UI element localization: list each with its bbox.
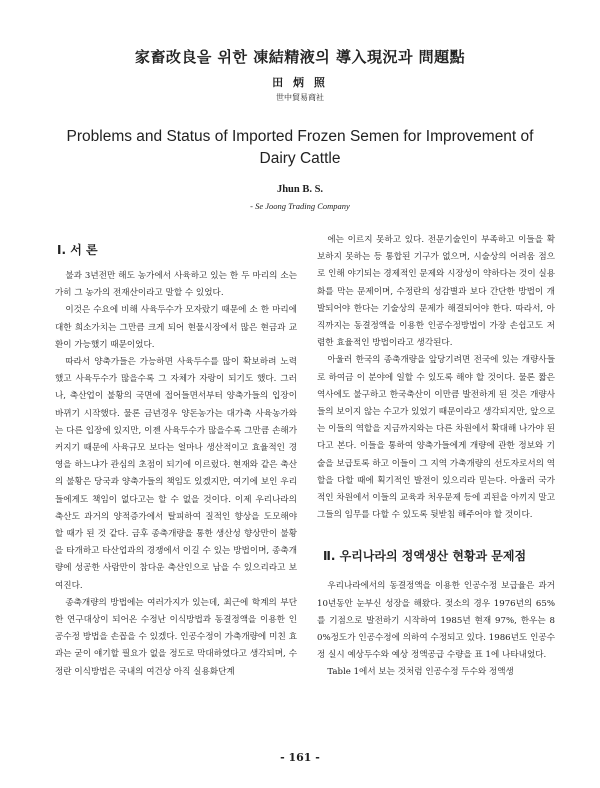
body-paragraph: Table 1에서 보는 것처럼 인공수정 두수와 정액생 xyxy=(327,667,514,678)
body-paragraph: 불과 3년전만 해도 농가에서 사육하고 있는 한 두 마리의 소는 가히 그 농가의 전재산이라고 말할 수 있었다. xyxy=(55,271,297,299)
page-number: - 161 - xyxy=(280,751,320,764)
left-column xyxy=(55,232,297,681)
body-paragraph: 에는 이르지 못하고 있다. 전문기술인이 부족하고 이들을 확보하지 못하는 등 통합된 기구가 없으며, 시술상의 어려움 점으로 인해 야기되는 경제적인 문제와 시장성이 약하다는 것이 실용화를 막는 문제이며, 수정란의 성감별과 보다 간단한 방법이 개발되어야 한다는 기술상의 문제가 해결되어야 한다. 따라서, 아직까지는 동결정액을 이용한 인공수정방법이 가장 손쉽고도 저렴한 효율적인 방법이라고 생각된다. xyxy=(317,235,555,349)
author-english: Jhun B. S. xyxy=(276,184,324,195)
right-column xyxy=(317,232,555,682)
body-paragraph: 이것은 수요에 비해 사육두수가 모자랐기 때문에 소 한 마리에 대한 희소가치는 그만큼 크게 되어 현물시장에서 많은 현금과 교환이 가능했기 때문이었다. xyxy=(55,305,297,350)
affiliation-english: - Se Joong Trading Company xyxy=(250,201,350,211)
section-heading-semen-production: Ⅱ. 우리나라의 정액생산 현황과 문제점 xyxy=(323,549,527,564)
body-paragraph: 따라서 양축가들은 가능하면 사육두수를 많이 확보하려 노력했고 사육두수가 많을수록 그 자체가 자랑이 되기도 했다. 그러나, 축산업이 불황의 국면에 접어들면서부터 양축가들의 입장이 바뀌기 시작했다. 물론 금년경우 양돈농가는 대가축 사육농가와는 다른 입장에 있지만, 이젠 사육두수가 많을수록 그만큼 손해가 커지기 때문에 사육규모 보다는 얼마나 생산적이고 효율적인 경영을 하느냐가 관심의 초점이 되기에 이르렀다. 현재와 같은 축산의 불황은 당국과 양축가들의 책임도 있겠지만, 여기에 보인 우리들에게도 책임이 없다고는 할 수 없을 것이다. 이제 우리나라의 축산도 과거의 양적증가에서 탈피하여 질적인 향상을 도모해야 할 때가 된 것 같다. 금후 종축개량을 통한 생산성 향상만이 불황을 타개하고 타산업과의 경쟁에서 이길 수 있는 방법이며, 종축개량에 성공한 사람만이 참다운 축산인으로 남을 수 있으리라고 보여진다. xyxy=(55,357,297,591)
section-heading-introduction: Ⅰ. 서 론 xyxy=(57,243,98,257)
paper-title-english: Problems and Status of Imported Frozen Semen for Improvement of Dairy Cattle xyxy=(66,128,534,167)
body-paragraph: 아울러 한국의 종축개량을 앞당기려면 전국에 있는 개량사들로 하여금 이 분야에 일할 수 있도록 해야 할 것이다. 물론 짧은 역사에도 불구하고 한국축산이 이만큼 발전하게 된 것은 개량사들의 보이지 않는 수고가 있었기 때문이라고 생각되지만, 앞으로는 이들의 역할을 지금까지와는 다른 차원에서 확대해 나가야 된다고 본다. 이들을 통하여 양축가들에게 개량에 관한 정보와 기술을 보급토록 하고 이들이 그 지역 가축개량의 선도자로서의 역할을 다할 때에 획기적인 발전이 있으리라 믿는다. 아울러 국가적인 차원에서 이들의 교육과 처우문제 등에 괴된을 아끼지 말고 그들의 임무를 다할 수 있도록 뒷받침 해주어야 할 것이다. xyxy=(317,355,555,521)
author-korean: 田 炳 照 xyxy=(272,76,328,89)
paper-title-korean: 家畜改良을 위한 凍結精液의 導入現況과 問題點 xyxy=(134,48,466,66)
affiliation-korean: 世中貿易商社 xyxy=(276,93,324,102)
body-paragraph: 종축개량의 방법에는 여러가지가 있는데, 최근에 학계의 부단한 연구대상이 되어온 수정난 이식방법과 동결정액을 이용한 인공수정 방법을 손꼽을 수 있겠다. 인공수정이 가축개량에 미친 효과는 굳이 얘기할 필요가 없을 정도로 막대하였다고 생각되며, 수정란 이식방법은 국내의 여건상 아직 실용화단계 xyxy=(55,597,297,677)
body-paragraph: 우리나라에서의 동결정액을 이용한 인공수정 보급율은 과거 10년동안 눈부신 성장을 해왔다. 젖소의 경우 1976년의 65%를 기점으로 발전하기 시작하여 1985년 현재 97%, 한우는 80%정도가 인공수정에 의하여 수정되고 있다. 1986년도 인공수정 실시 예상두수와 예상 정액공급 수량을 표 1에 나타내었다. xyxy=(317,581,555,661)
